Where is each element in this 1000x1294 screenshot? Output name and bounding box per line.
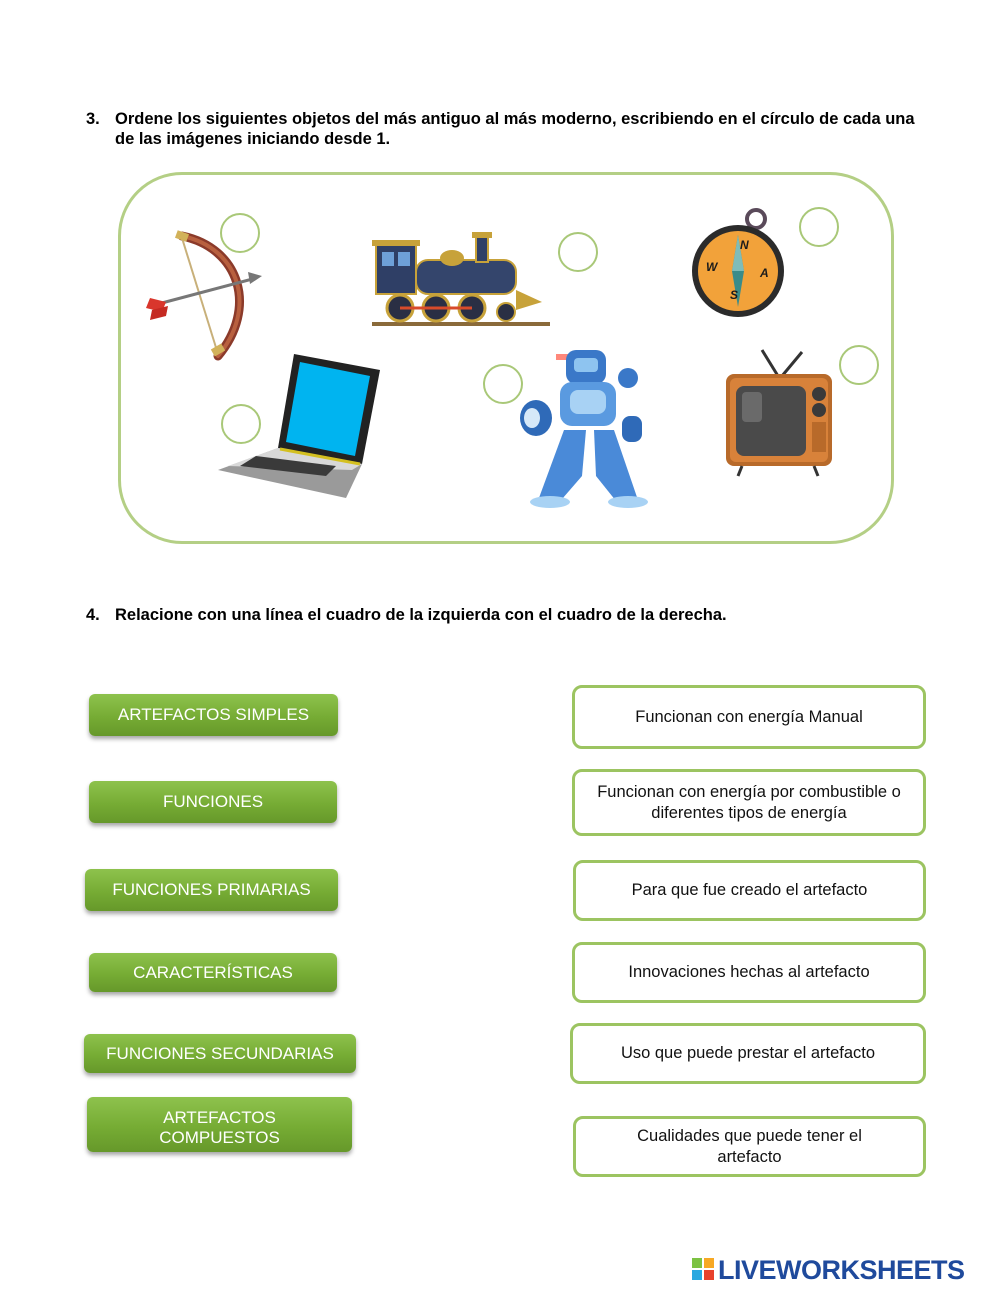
bow-and-arrow-image [140,228,270,363]
laptop-image [216,352,384,498]
answer-circle-television[interactable] [839,345,879,385]
left-item-artefactos-simples[interactable]: ARTEFACTOS SIMPLES [89,694,338,736]
compass-image [690,207,790,322]
robot-image [516,346,676,512]
right-item-energia-combustible[interactable]: Funcionan con energía por combustible o diferentes tipos de energía [572,769,926,836]
left-item-funciones-secundarias[interactable]: FUNCIONES SECUNDARIAS [84,1034,356,1073]
question-4 [86,605,926,627]
liveworksheets-logo-icon [692,1258,714,1280]
left-item-funciones[interactable]: FUNCIONES [89,781,337,823]
answer-circle-compass[interactable] [799,207,839,247]
compass-letter-w: W [706,260,718,274]
question-3 [86,109,926,153]
left-item-funciones-primarias[interactable]: FUNCIONES PRIMARIAS [85,869,338,911]
compass-letter-s: S [730,288,739,302]
television-image [724,348,836,478]
question-3-number: 3. [86,110,100,128]
right-item-energia-manual[interactable]: Funcionan con energía Manual [572,685,926,749]
right-item-innovaciones[interactable]: Innovaciones hechas al artefacto [572,942,926,1003]
steam-locomotive-image [372,230,552,330]
question-4-number: 4. [86,606,100,624]
compass-letter-a: A [760,266,769,280]
answer-circle-locomotive[interactable] [558,232,598,272]
compass-letter-n: N [740,238,749,252]
right-item-uso-que-puede-prestar[interactable]: Uso que puede prestar el artefacto [570,1023,926,1084]
left-item-artefactos-compuestos[interactable]: ARTEFACTOS COMPUESTOS [87,1097,352,1152]
question-3-text: Ordene los siguientes objetos del más antiguo al más moderno, escribiendo en el círculo de cada una de las imágenes iniciando desde 1. [115,110,915,148]
right-item-cualidades[interactable]: Cualidades que puede tener el artefacto [573,1116,926,1177]
right-item-para-que-fue-creado[interactable]: Para que fue creado el artefacto [573,860,926,921]
liveworksheets-logo-text: LIVEWORKSHEETS [718,1255,965,1285]
question-4-text: Relacione con una línea el cuadro de la izquierda con el cuadro de la derecha. [115,606,727,624]
left-item-caracteristicas[interactable]: CARACTERÍSTICAS [89,953,337,992]
